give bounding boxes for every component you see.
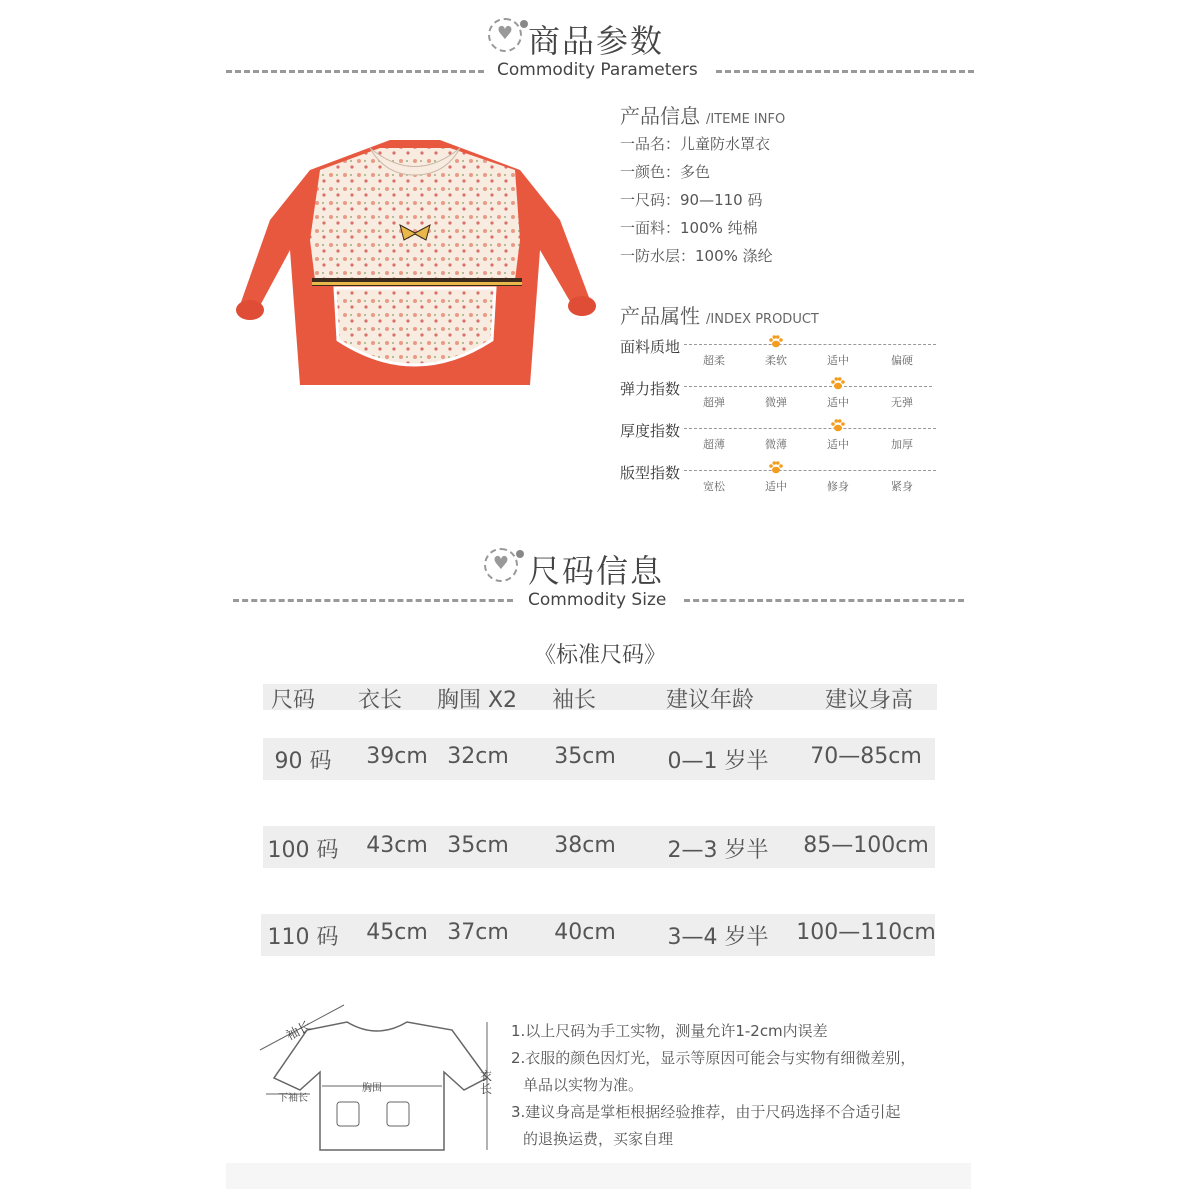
attr-option: 紧身 <box>891 480 913 493</box>
heart-icon <box>484 548 518 582</box>
paw-marker-icon <box>768 460 784 474</box>
attr-option: 适中 <box>827 438 849 451</box>
section-subtitle: Commodity Parameters <box>497 60 698 80</box>
section-title: 尺码信息 <box>528 552 665 590</box>
footer-band <box>226 1163 971 1189</box>
table-cell: 38cm <box>554 833 616 858</box>
info-line-fabric: 一面料：100% 纯棉 <box>620 219 758 237</box>
attr-option: 超柔 <box>703 354 725 367</box>
note-line: 3.建议身高是掌柜根据经验推荐，由于尺码选择不合适引起 <box>511 1103 901 1121</box>
product-image <box>230 130 600 410</box>
table-cell: 35cm <box>554 744 616 769</box>
table-cell: 90 码 <box>274 749 332 774</box>
attr-row-label: 面料质地 <box>620 338 681 356</box>
info-line-waterproof: 一防水层：100% 涤纶 <box>620 247 773 265</box>
note-line: 2.衣服的颜色因灯光，显示等原因可能会与实物有细微差别， <box>511 1049 916 1067</box>
table-header-cell: 建议身高 <box>824 688 914 713</box>
product-info-heading-en: /ITEME INFO <box>706 112 786 127</box>
attr-option: 适中 <box>765 480 787 493</box>
table-cell: 32cm <box>447 744 509 769</box>
info-line-color: 一颜色：多色 <box>620 163 711 181</box>
divider-right <box>684 599 964 602</box>
divider-left <box>226 70 484 73</box>
note-line: 的退换运费，买家自理 <box>523 1130 674 1148</box>
paw-marker-icon <box>830 376 846 390</box>
paw-marker-icon <box>830 418 846 432</box>
length-label: 衣长 <box>480 1069 493 1096</box>
table-cell: 110 码 <box>267 925 339 950</box>
table-header-cell: 尺码 <box>270 688 316 713</box>
table-cell: 39cm <box>366 744 428 769</box>
note-line: 单品以实物为准。 <box>523 1076 644 1094</box>
attr-row-label: 版型指数 <box>620 464 681 482</box>
table-cell: 100—110cm <box>796 920 936 945</box>
info-line-size: 一尺码：90—110 码 <box>620 191 763 209</box>
attr-option: 加厚 <box>891 438 913 451</box>
attr-option: 适中 <box>827 396 849 409</box>
attr-option: 偏硬 <box>891 354 913 367</box>
product-attrs-heading-cn: 产品属性 <box>620 304 700 328</box>
product-attrs-heading <box>620 300 819 329</box>
section-title: 商品参数 <box>528 22 665 60</box>
cuff-label: 下袖长 <box>278 1093 308 1104</box>
attr-option: 超弹 <box>703 396 725 409</box>
paw-marker-icon <box>768 334 784 348</box>
product-attrs-heading-en: /INDEX PRODUCT <box>706 312 819 327</box>
table-cell: 3—4 岁半 <box>667 925 769 950</box>
attr-option: 无弹 <box>891 396 913 409</box>
attr-scale-line <box>684 344 936 345</box>
product-info-heading-cn: 产品信息 <box>620 104 700 128</box>
heart-icon <box>488 18 522 52</box>
attr-scale-line <box>684 428 936 429</box>
table-header-cell: 衣长 <box>357 688 403 713</box>
attr-scale-line <box>684 386 932 387</box>
table-header-cell: 袖长 <box>551 688 597 713</box>
table-cell: 85—100cm <box>803 833 929 858</box>
section-subtitle: Commodity Size <box>528 590 667 610</box>
table-cell: 100 码 <box>267 838 339 863</box>
product-info-heading <box>620 100 785 129</box>
table-cell: 0—1 岁半 <box>667 749 769 774</box>
table-header-cell: 胸围 X2 <box>436 688 518 713</box>
table-cell: 35cm <box>447 833 509 858</box>
table-cell: 70—85cm <box>810 744 922 769</box>
table-header-cell: 建议年龄 <box>665 688 755 713</box>
attr-option: 宽松 <box>703 480 725 493</box>
attr-option: 微弹 <box>765 396 787 409</box>
sleeve-length-label: 袖长 <box>283 1018 314 1044</box>
attr-option: 适中 <box>827 354 849 367</box>
info-line-name: 一品名：儿童防水罩衣 <box>620 135 771 153</box>
attr-option: 柔软 <box>765 354 787 367</box>
table-cell: 2—3 岁半 <box>667 838 769 863</box>
attr-row-label: 弹力指数 <box>620 380 681 398</box>
size-table-title: 《标准尺码》 <box>533 643 666 668</box>
attr-scale-line <box>684 470 936 471</box>
note-line: 1.以上尺码为手工实物，测量允许1-2cm内误差 <box>511 1022 828 1040</box>
attr-option: 超薄 <box>703 438 725 451</box>
table-cell: 45cm <box>366 920 428 945</box>
table-cell: 37cm <box>447 920 509 945</box>
table-cell: 43cm <box>366 833 428 858</box>
attr-option: 修身 <box>827 480 849 493</box>
table-cell: 40cm <box>554 920 616 945</box>
attr-row-label: 厚度指数 <box>620 422 681 440</box>
divider-left <box>233 599 513 602</box>
attr-option: 微薄 <box>765 438 787 451</box>
chest-label: 胸围 <box>362 1083 382 1094</box>
divider-right <box>716 70 974 73</box>
